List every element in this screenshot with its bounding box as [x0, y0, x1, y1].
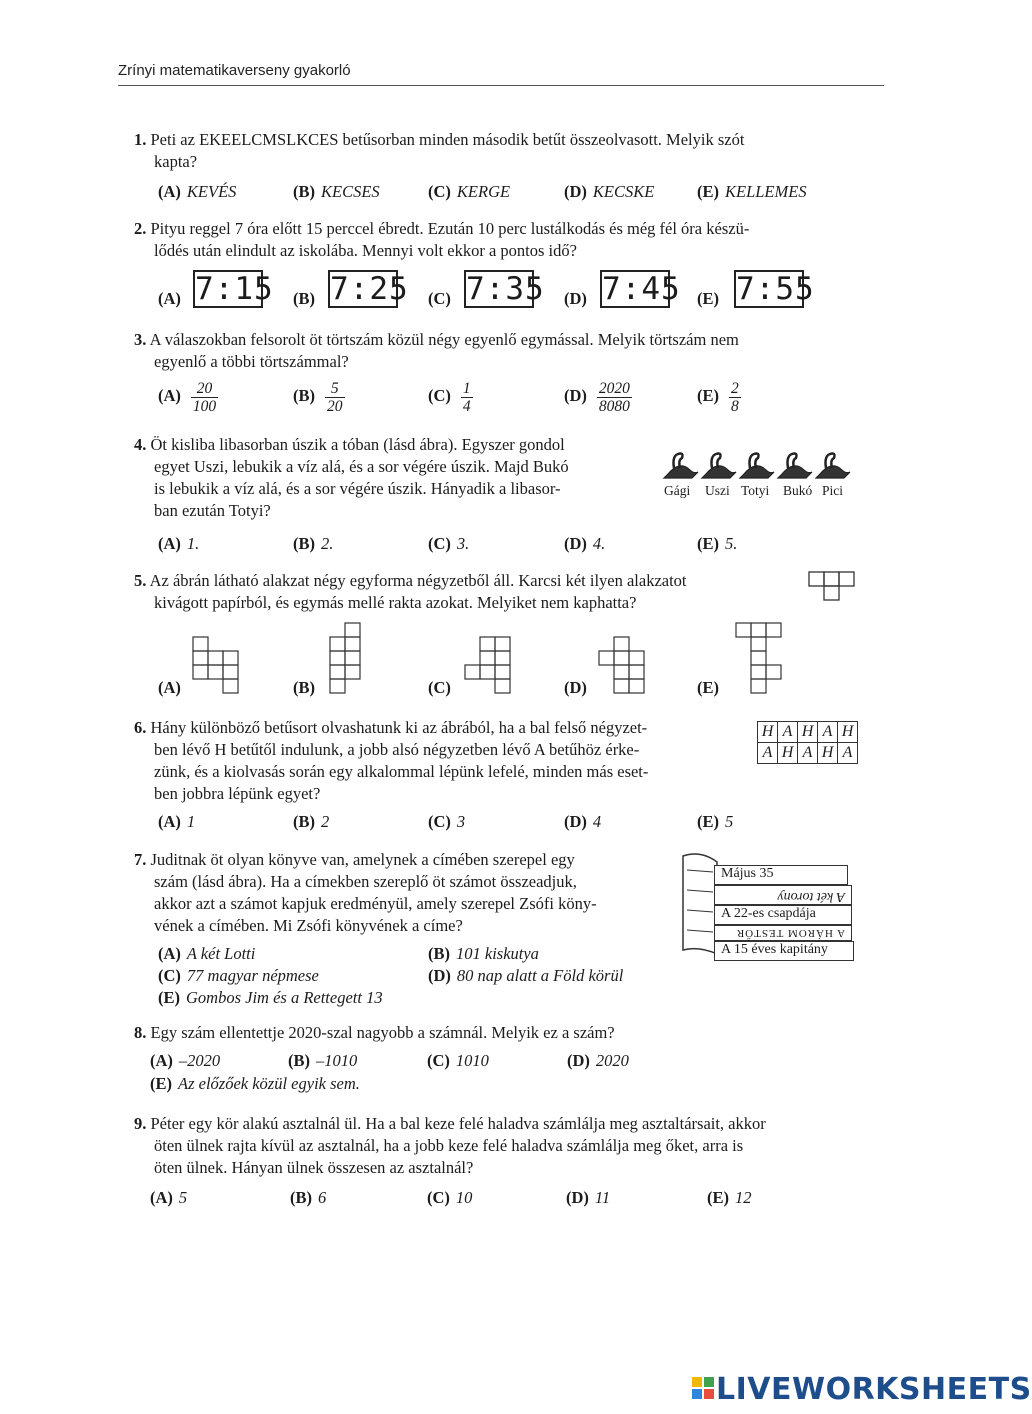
option-a[interactable]: (A) 1. — [158, 534, 200, 553]
header-divider — [118, 85, 884, 86]
question-text: Hány különböző betűsort olvashatunk ki az ábrából, ha a bal felső négyzet- — [150, 718, 648, 737]
option-c[interactable]: (C) 10 — [427, 1188, 473, 1207]
option-c[interactable]: (C) KERGE — [428, 182, 511, 201]
question-text: Juditnak öt olyan könyve van, amelynek a címében szerepel egy — [150, 850, 575, 869]
option-c[interactable]: (C) 1010 — [427, 1051, 489, 1070]
question-6 — [134, 717, 734, 805]
option-e[interactable]: (E) 5. — [697, 534, 738, 553]
option-d[interactable]: (D) $\frac{2020}{8080}$ — [564, 380, 630, 415]
option-a[interactable]: (A) — [158, 289, 181, 308]
question-5 — [134, 570, 814, 614]
question-number: 6. — [134, 718, 147, 737]
tetromino-shape — [808, 571, 856, 603]
question-9 — [134, 1113, 874, 1179]
option-b[interactable]: (B) — [293, 289, 315, 308]
question-text: ban ezután Totyi? — [154, 501, 271, 520]
question-text: zünk, és a kiolvasás során egy alkalommal lépünk lefelé, minden más eset- — [154, 762, 649, 781]
gosling-label: Pici — [822, 483, 844, 498]
question-text: Az ábrán látható alakzat négy egyforma négyzetből áll. Karcsi két ilyen alakzatot — [149, 571, 687, 590]
grid-cell: H — [758, 722, 778, 743]
grid-cell: H — [838, 722, 858, 743]
question-number: 4. — [134, 435, 147, 454]
page-header: Zrínyi matematikaverseny gyakorló — [118, 62, 351, 79]
option-a[interactable]: (A) KEVÉS — [158, 182, 237, 201]
option-c[interactable]: (C) $\frac{1}{4}$ — [428, 380, 471, 415]
question-text: Egy szám ellentettje 2020-szal nagyobb a számnál. Melyik ez a szám? — [150, 1023, 615, 1042]
option-e[interactable]: (E) — [697, 678, 719, 697]
fraction: $\frac{20}{100}$ — [192, 380, 217, 415]
gosling-label: Bukó — [783, 483, 813, 498]
grid-cell: H — [798, 722, 818, 743]
question-text: Peti az EKEELCMSLKCES betűsorban minden második betűt összeolvasott. Melyik szót — [150, 130, 745, 149]
option-a[interactable]: (A) –2020 — [150, 1051, 221, 1070]
fraction: $\frac{2}{8}$ — [731, 380, 739, 415]
question-number: 8. — [134, 1023, 147, 1042]
gosling-label: Gági — [664, 483, 691, 498]
option-d[interactable]: (D) KECSKE — [564, 182, 655, 201]
option-e[interactable]: (E) Gombos Jim és a Rettegett 13 — [158, 988, 383, 1007]
option-b[interactable]: (B) $\frac{5}{20}$ — [293, 380, 343, 415]
question-number: 9. — [134, 1114, 147, 1133]
shape-e — [735, 622, 785, 694]
question-text: A válaszokban felsorolt öt törtszám közül négy egyenlő egymással. Melyik törtszám nem — [149, 330, 739, 349]
option-e[interactable]: (E) 12 — [707, 1188, 752, 1207]
option-a[interactable]: (A) A két Lotti — [158, 944, 256, 963]
question-text: akkor azt a számot kapjuk eredményül, amely szerepel Zsófi köny- — [154, 894, 597, 913]
book-spine: A 22-es csapdája — [714, 905, 852, 925]
gosling-label: Totyi — [741, 483, 770, 498]
option-d[interactable]: (D) 2020 — [567, 1051, 629, 1070]
question-2 — [134, 218, 864, 262]
question-text: ben lévő H betűtől indulunk, a jobb alsó négyzetben lévő A betűhöz érke- — [154, 740, 640, 759]
fraction: $\frac{2020}{8080}$ — [598, 380, 630, 415]
fraction: $\frac{5}{20}$ — [327, 380, 343, 415]
option-c[interactable]: (C) — [428, 289, 451, 308]
question-number: 2. — [134, 219, 147, 238]
liveworksheets-logo[interactable]: LIVEWORKSHEETS — [716, 1372, 1032, 1407]
option-e[interactable]: (E) $\frac{2}{8}$ — [697, 380, 739, 415]
option-a[interactable]: (A) 5 — [150, 1188, 188, 1207]
option-a[interactable]: (A) $\frac{20}{100}$ — [158, 380, 217, 415]
option-e[interactable]: (E) — [697, 289, 719, 308]
grid-cell: A — [818, 722, 838, 743]
option-a[interactable]: (A) 1 — [158, 812, 196, 831]
question-text: egyet Uszi, lebukik a víz alá, és a sor végére úszik. Majd Bukó — [154, 457, 569, 476]
option-b[interactable]: (B) 6 — [290, 1188, 327, 1207]
option-b[interactable]: (B) — [293, 678, 315, 697]
digital-clock-d: 7:45 — [602, 271, 681, 307]
option-e[interactable]: (E) KELLEMES — [697, 182, 807, 201]
shape-b — [329, 622, 363, 694]
book-spine: A 15 éves kapitány — [714, 941, 854, 961]
question-text: Öt kisliba libasorban úszik a tóban (lásd ábra). Egyszer gondol — [150, 435, 565, 454]
option-b[interactable]: (B) 101 kiskutya — [428, 944, 539, 963]
option-d[interactable]: (D) 11 — [566, 1188, 611, 1207]
question-1 — [134, 129, 864, 173]
question-text: is lebukik a víz alá, és a sor végére úszik. Hányadik a libasor- — [154, 479, 561, 498]
question-text: kapta? — [154, 152, 198, 171]
question-8 — [134, 1022, 854, 1044]
option-c[interactable]: (C) — [428, 678, 451, 697]
question-number: 3. — [134, 330, 147, 349]
grid-cell: A — [778, 722, 798, 743]
question-number: 7. — [134, 850, 147, 869]
option-e[interactable]: (E) Az előzőek közül egyik sem. — [150, 1074, 360, 1093]
grid-cell: A — [838, 743, 858, 764]
option-d[interactable]: (D) — [564, 678, 587, 697]
letter-grid — [757, 721, 858, 764]
liveworksheets-logo-icon — [692, 1377, 714, 1399]
question-text: öten ülnek rajta kívül az asztalnál, ha a jobb keze felé haladva számlálja meg őket, arra is — [154, 1136, 744, 1155]
question-text: ben jobbra lépünk egyet? — [154, 784, 321, 803]
option-b[interactable]: (B) –1010 — [288, 1051, 358, 1070]
grid-cell: A — [798, 743, 818, 764]
option-d[interactable]: (D) 80 nap alatt a Föld körül — [428, 966, 624, 985]
option-c[interactable]: (C) 3. — [428, 534, 470, 553]
shape-a — [192, 636, 242, 694]
digital-clock-c: 7:35 — [466, 271, 545, 307]
goslings-figure — [660, 442, 860, 482]
digital-clock-e: 7:55 — [736, 271, 815, 307]
question-7 — [134, 849, 674, 937]
option-b[interactable]: (B) KECSES — [293, 182, 380, 201]
option-e[interactable]: (E) 5 — [697, 812, 734, 831]
grid-cell: A — [758, 743, 778, 764]
option-c[interactable]: (C) 3 — [428, 812, 466, 831]
question-number: 1. — [134, 130, 147, 149]
option-c[interactable]: (C) 77 magyar népmese — [158, 966, 319, 985]
fraction: $\frac{1}{4}$ — [462, 380, 471, 415]
question-text: Pityu reggel 7 óra előtt 15 perccel ébredt. Ezután 10 perc lustálkodás és még fél óra készü- — [150, 219, 750, 238]
book-spine: A HÁROM TESTŐR — [714, 925, 852, 941]
question-number: 5. — [134, 571, 147, 590]
option-b[interactable]: (B) 2 — [293, 812, 330, 831]
grid-cell: H — [818, 743, 838, 764]
question-text: kivágott papírból, és egymás mellé rakta azokat. Melyiket nem kaphatta? — [154, 593, 637, 612]
question-4 — [134, 434, 644, 522]
grid-cell: H — [778, 743, 798, 764]
option-d[interactable]: (D) — [564, 289, 587, 308]
book-spine: A két torony — [714, 885, 852, 905]
question-text: lődés után elindult az iskolába. Mennyi volt ekkor a pontos idő? — [154, 241, 577, 260]
option-d[interactable]: (D) 4 — [564, 812, 602, 831]
question-text: öten ülnek. Hányan ülnek összesen az asztalnál? — [154, 1158, 474, 1177]
question-text: szám (lásd ábra). Ha a címekben szereplő öt számot összeadjuk, — [154, 872, 577, 891]
gosling-label: Uszi — [705, 483, 730, 498]
option-a[interactable]: (A) — [158, 678, 181, 697]
option-d[interactable]: (D) 4. — [564, 534, 606, 553]
question-3 — [134, 329, 864, 373]
digital-clock-a: 7:15 — [195, 271, 274, 307]
question-text: Péter egy kör alakú asztalnál ül. Ha a bal keze felé haladva számlálja meg asztaltársait, akkor — [150, 1114, 766, 1133]
digital-clock-b: 7:25 — [330, 271, 409, 307]
shape-c — [464, 636, 514, 694]
book-spine: Május 35 — [714, 865, 848, 885]
option-b[interactable]: (B) 2. — [293, 534, 334, 553]
question-text: vének a címében. Mi Zsófi könyvének a címe? — [154, 916, 463, 935]
question-text: egyenlő a többi törtszámmal? — [154, 352, 349, 371]
shape-d — [598, 636, 648, 694]
